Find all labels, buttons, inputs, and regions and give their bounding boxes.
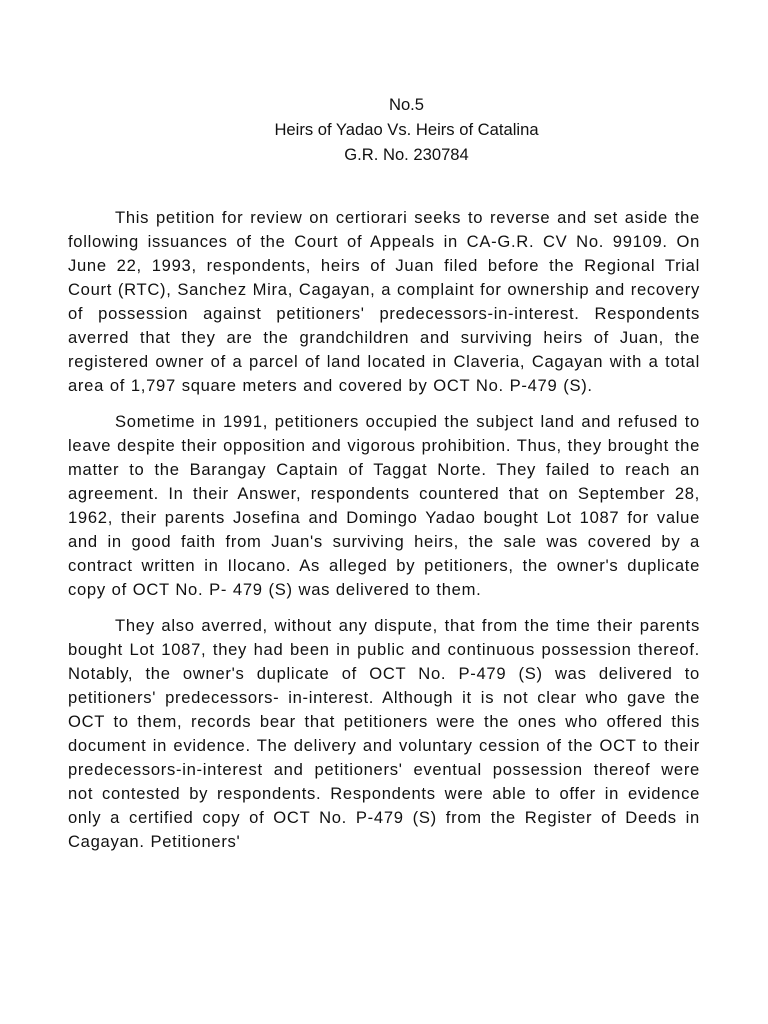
paragraph-1: This petition for review on certiorari seeks to reverse and set aside the following issuances of the Court of Appeals in CA-G.R. CV No. 99109. On June 22, 1993, respondents, heirs of Juan filed before the Regional Trial Court (RTC), Sanchez Mira, Cagayan, a complaint for ownership and recovery of possession against petitioners' predecessors-in-interest. Respondents averred that they are the grandchildren and surviving heirs of Juan, the registered owner of a parcel of land located in Claveria, Cagayan with a total area of 1,797 square meters and covered by OCT No. P-479 (S). (68, 208, 700, 395)
document-body (68, 206, 700, 866)
case-heading (0, 92, 768, 167)
paragraph-2: Sometime in 1991, petitioners occupied the subject land and refused to leave despite their opposition and vigorous prohibition. Thus, they brought the matter to the Barangay Captain of Taggat Norte. They failed to reach an agreement. In their Answer, respondents countered that on September 28, 1962, their parents Josefina and Domingo Yadao bought Lot 1087 for value and in good faith from Juan's surviving heirs, the sale was covered by a contract written in Ilocano. As alleged by petitioners, the owner's duplicate copy of OCT No. P- 479 (S) was delivered to them. (68, 412, 700, 599)
paragraph-3: They also averred, without any dispute, that from the time their parents bought Lot 1087, they had been in public and continuous possession thereof. Notably, the owner's duplicate of OCT No. P-479 (S) was delivered to petitioners' predecessors- in-interest. Although it is not clear who gave the OCT to them, records bear that petitioners were the ones who offered this document in evidence. The delivery and voluntary cession of the OCT to their predecessors-in-interest and petitioners' eventual possession thereof were not contested by respondents. Respondents were able to offer in evidence only a certified copy of OCT No. P-479 (S) from the Register of Deeds in Cagayan. Petitioners' (68, 616, 700, 851)
case-title: Heirs of Yadao Vs. Heirs of Catalina (274, 120, 539, 139)
case-number: No.5 (388, 95, 425, 114)
gr-number: G.R. No. 230784 (344, 145, 469, 164)
